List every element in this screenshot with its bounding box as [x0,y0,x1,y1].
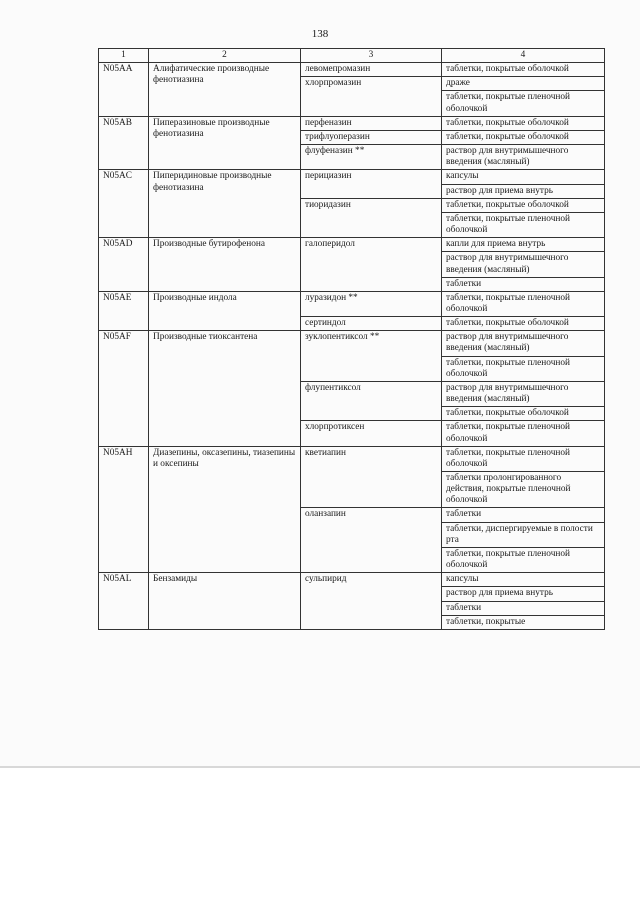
atc-code-cell: N05AH [99,446,149,573]
table-row [99,331,605,356]
column-header: 2 [149,49,301,63]
dosage-form-cell: таблетки, покрытые пленочной оболочкой [442,421,605,446]
dosage-form-cell: капсулы [442,573,605,587]
drug-name-cell: трифлуоперазин [301,130,442,144]
group-name-cell: Пиперидиновые производные фенотиазина [149,170,301,238]
dosage-form-cell: капсулы [442,170,605,184]
drug-name-cell: зуклопентиксол ** [301,331,442,382]
dosage-form-cell: раствор для внутримышечного введения (масляный) [442,252,605,277]
atc-code-cell: N05AB [99,116,149,170]
dosage-form-cell: таблетки, покрытые пленочной оболочкой [442,547,605,572]
drug-name-cell: флуфеназин ** [301,145,442,170]
drug-name-cell: тиоридазин [301,198,442,237]
dosage-form-cell: раствор для внутримышечного введения (масляный) [442,381,605,406]
drug-name-cell: перициазин [301,170,442,198]
drug-name-cell: сертиндол [301,317,442,331]
group-name-cell: Диазепины, оксазепины, тиазепины и оксепины [149,446,301,573]
column-header: 4 [442,49,605,63]
dosage-form-cell: таблетки, покрытые пленочной оболочкой [442,212,605,237]
dosage-form-cell: таблетки пролонгированного действия, покрытые пленочной оболочкой [442,472,605,508]
dosage-form-cell: таблетки, покрытые [442,615,605,629]
page-edge [0,766,640,768]
dosage-form-cell: раствор для приема внутрь [442,587,605,601]
dosage-form-cell: таблетки [442,601,605,615]
column-header: 1 [99,49,149,63]
drug-name-cell: сульпирид [301,573,442,630]
dosage-form-cell: таблетки, покрытые пленочной оболочкой [442,91,605,116]
drug-name-cell: хлорпротиксен [301,421,442,446]
dosage-form-cell: таблетки, диспергируемые в полости рта [442,522,605,547]
atc-code-cell: N05AD [99,238,149,292]
table-body [99,63,605,630]
drug-name-cell: левомепромазин [301,63,442,77]
table-row [99,291,605,316]
atc-code-cell: N05AA [99,63,149,117]
dosage-form-cell: раствор для приема внутрь [442,184,605,198]
group-name-cell: Пиперазиновые производные фенотиазина [149,116,301,170]
atc-code-cell: N05AC [99,170,149,238]
dosage-form-cell: таблетки, покрытые оболочкой [442,130,605,144]
drug-name-cell: оланзапин [301,508,442,573]
group-name-cell: Алифатические производные фенотиазина [149,63,301,117]
group-name-cell: Производные индола [149,291,301,330]
drug-name-cell: флупентиксол [301,381,442,420]
drug-name-cell: кветиапин [301,446,442,508]
atc-code-cell: N05AL [99,573,149,630]
table-row [99,238,605,252]
dosage-form-cell: таблетки [442,508,605,522]
drug-name-cell: перфеназин [301,116,442,130]
table-row [99,116,605,130]
dosage-form-cell: таблетки, покрытые оболочкой [442,317,605,331]
dosage-form-cell: раствор для внутримышечного введения (масляный) [442,331,605,356]
dosage-form-cell: таблетки, покрытые оболочкой [442,63,605,77]
dosage-form-cell: таблетки, покрытые оболочкой [442,407,605,421]
table-row [99,573,605,587]
dosage-form-cell: капли для приема внутрь [442,238,605,252]
page-number: 138 [311,28,329,40]
drug-name-cell: галоперидол [301,238,442,292]
dosage-form-cell: таблетки [442,277,605,291]
table-row [99,170,605,184]
dosage-form-cell: таблетки, покрытые пленочной оболочкой [442,446,605,471]
table-row [99,63,605,77]
drug-name-cell: луразидон ** [301,291,442,316]
group-name-cell: Производные тиоксантена [149,331,301,446]
group-name-cell: Бензамиды [149,573,301,630]
dosage-form-cell: таблетки, покрытые пленочной оболочкой [442,356,605,381]
dosage-form-cell: драже [442,77,605,91]
table-row [99,446,605,471]
group-name-cell: Производные бутирофенона [149,238,301,292]
atc-code-cell: N05AF [99,331,149,446]
dosage-form-cell: раствор для внутримышечного введения (масляный) [442,145,605,170]
column-header: 3 [301,49,442,63]
drug-name-cell: хлорпромазин [301,77,442,116]
drug-registry-table [98,48,605,630]
atc-code-cell: N05AE [99,291,149,330]
dosage-form-cell: таблетки, покрытые оболочкой [442,198,605,212]
table-header-row [99,49,605,63]
dosage-form-cell: таблетки, покрытые оболочкой [442,116,605,130]
dosage-form-cell: таблетки, покрытые пленочной оболочкой [442,291,605,316]
